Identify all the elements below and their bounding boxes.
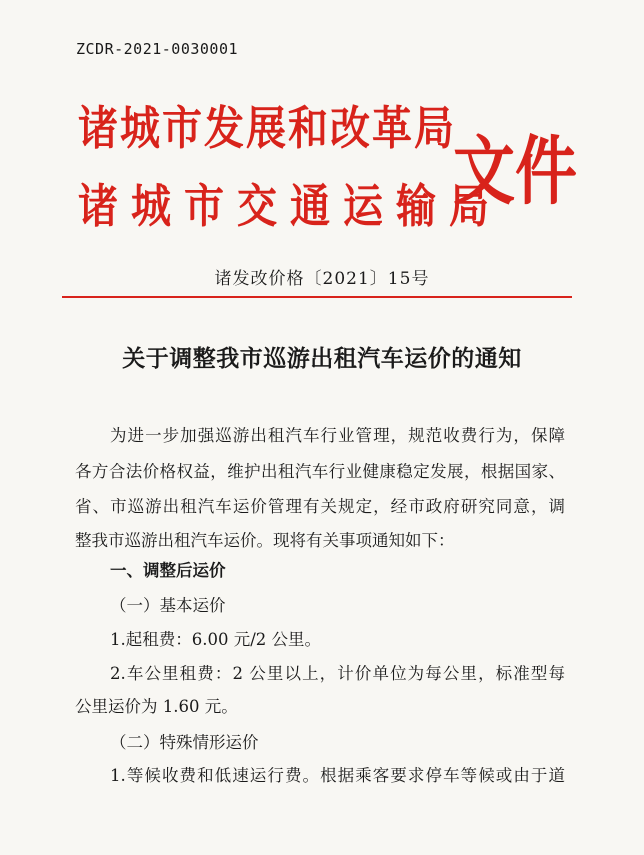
notice-title: 关于调整我市巡游出租汽车运价的通知 <box>122 345 522 372</box>
intro-paragraph-line-1: 为进一步加强巡游出租汽车行业管理，规范收费行为，保障 <box>110 426 565 445</box>
subsection-heading-basic-fare: （一）基本运价 <box>110 596 226 615</box>
item-per-km-fare-line-2: 公里运价为 1.60 元。 <box>75 697 238 716</box>
subsection-heading-special-fare: （二）特殊情形运价 <box>110 733 259 752</box>
intro-paragraph-line-3: 省、市巡游出租汽车运价管理有关规定，经市政府研究同意，调 <box>75 497 565 516</box>
item-starting-fare: 1.起租费：6.00 元/2 公里。 <box>110 630 322 649</box>
section-heading-adjusted-fares: 一、调整后运价 <box>110 561 226 580</box>
document-type-label: 文件 <box>453 127 578 216</box>
item-waiting-fee-line-1: 1.等候收费和低速运行费。根据乘客要求停车等候或由于道 <box>110 766 565 785</box>
document-code: ZCDR-2021-0030001 <box>76 40 239 58</box>
intro-paragraph-line-4: 整我市巡游出租汽车运价。现将有关事项通知如下： <box>75 531 455 550</box>
item-per-km-fare-line-1: 2.车公里租费：2 公里以上，计价单位为每公里，标准型每 <box>110 664 565 683</box>
issuer-transport-bureau: 诸城市交通运输局 <box>78 180 502 234</box>
document-number: 诸发改价格〔2021〕15号 <box>214 269 430 289</box>
red-divider-line <box>62 296 572 298</box>
intro-paragraph-line-2: 各方合法价格权益，维护出租汽车行业健康稳定发展，根据国家、 <box>75 462 565 481</box>
issuer-development-reform-bureau: 诸城市发展和改革局 <box>78 102 456 156</box>
